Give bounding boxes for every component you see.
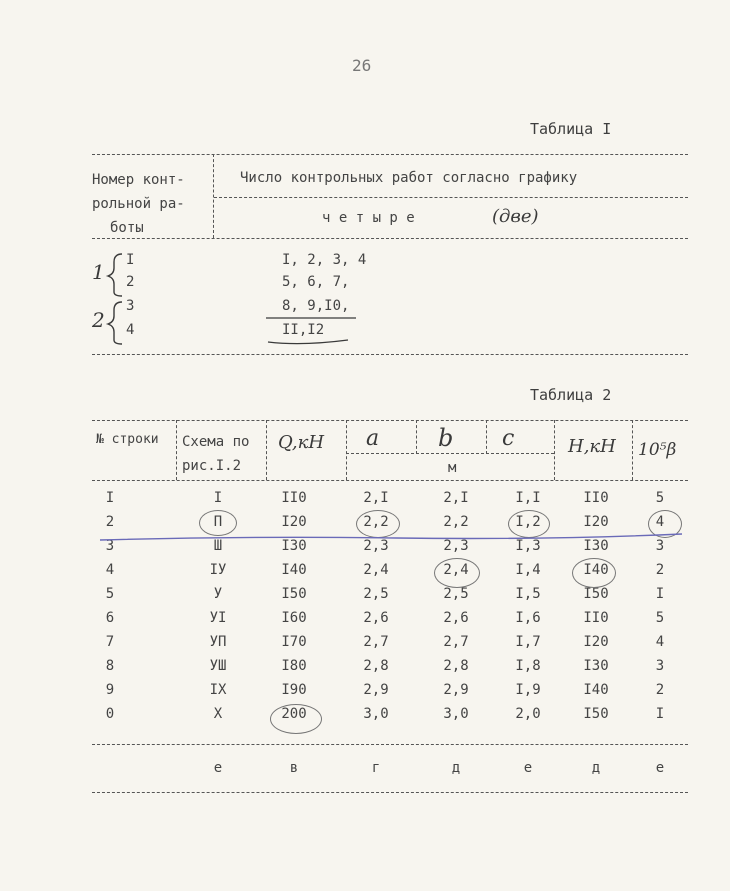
table2-header-beta: 10⁵β — [638, 440, 677, 460]
table2-cell: 3 — [655, 658, 665, 674]
table2-cell: 200 — [281, 706, 307, 722]
table2-col-divider — [346, 420, 347, 480]
table1-header-right-bottom: ч е т ы р е — [322, 210, 415, 226]
table2-cell: 2,2 — [363, 514, 389, 530]
table2-cell: 3,0 — [443, 706, 469, 722]
table1-row-num: I — [126, 252, 135, 268]
table1-row-works: II,I2 — [282, 322, 325, 338]
table2-cell: 2,5 — [363, 586, 389, 602]
table2-cell: I20 — [583, 634, 609, 650]
table2-cell: I30 — [583, 538, 609, 554]
table1-row-works: 8, 9,I0, — [282, 298, 350, 314]
table1-header-bottom-rule — [92, 238, 688, 239]
table2-cell: II0 — [583, 490, 609, 506]
table2-footer-cell: д — [591, 760, 601, 776]
table2-footer-cell: е — [655, 760, 665, 776]
table2-cell: Ш — [213, 538, 223, 554]
table1-row-num: 4 — [126, 322, 135, 338]
table2-cell: УI — [209, 610, 227, 626]
table2-footer-cell: е — [523, 760, 533, 776]
table2-header-scheme-line2: рис.I.2 — [182, 458, 242, 474]
table1-bottom-rule — [92, 354, 688, 355]
table2-cell: 2,6 — [443, 610, 469, 626]
table2-col-divider — [554, 420, 555, 480]
table2-cell: У — [213, 586, 223, 602]
table1-header-left-line3: боты — [110, 220, 144, 236]
table2-cell: X — [213, 706, 223, 722]
table2-header-h: H,кН — [568, 436, 616, 457]
table2-cell: I50 — [281, 586, 307, 602]
table2-cell: I80 — [281, 658, 307, 674]
table2-cell: 2,9 — [443, 682, 469, 698]
table2-top-rule — [92, 420, 688, 421]
table2-header-c: c — [502, 426, 515, 451]
handwritten-underlines — [262, 312, 362, 348]
table2-cell: I60 — [281, 610, 307, 626]
table1-header-left-line1: Номер конт- — [92, 172, 185, 188]
table1-row-works: I, 2, 3, 4 — [282, 252, 367, 268]
table2-cell: 4 — [655, 514, 665, 530]
table2-footer-cell: г — [371, 760, 381, 776]
table2-cell: I,7 — [515, 634, 541, 650]
table2-cell: I,6 — [515, 610, 541, 626]
table2-cell: 9 — [105, 682, 115, 698]
table2-cell: 4 — [655, 634, 665, 650]
table2-cell: 7 — [105, 634, 115, 650]
table2-cell: I40 — [583, 682, 609, 698]
table2-cell: 2,7 — [363, 634, 389, 650]
table2-cell: 2,I — [443, 490, 469, 506]
table2-col-divider — [486, 420, 487, 454]
table2-cell: I50 — [583, 586, 609, 602]
table2-cell: 2,0 — [515, 706, 541, 722]
table2-unit-rule — [346, 453, 554, 454]
table2-header-row: № строки — [96, 432, 159, 447]
table1-header-left-line2: рольной ра- — [92, 196, 185, 212]
table2-cell: I,8 — [515, 658, 541, 674]
table2-cell: II0 — [281, 490, 307, 506]
table2-cell: 2,4 — [363, 562, 389, 578]
table2-title: Таблица 2 — [530, 386, 612, 404]
table1-row-num: 2 — [126, 274, 135, 290]
pencil-circle-mark — [434, 558, 480, 588]
table2-cell: I,4 — [515, 562, 541, 578]
table2-footer-cell: е — [213, 760, 223, 776]
table2-cell: 2,7 — [443, 634, 469, 650]
page-number: 26 — [352, 56, 372, 75]
table2-cell: IУ — [209, 562, 227, 578]
table2-cell: I,2 — [515, 514, 541, 530]
table2-cell: I,I — [515, 490, 541, 506]
table2-cell: 3 — [655, 538, 665, 554]
table2-col-divider — [266, 420, 267, 480]
table2-cell: 2,6 — [363, 610, 389, 626]
handwritten-note-dve: (две) — [492, 206, 539, 227]
table2-header-b: b — [438, 424, 454, 452]
table2-cell: I30 — [583, 658, 609, 674]
table2-cell: 8 — [105, 658, 115, 674]
table2-cell: 2,8 — [443, 658, 469, 674]
table2-cell: П — [213, 514, 223, 530]
pencil-circle-mark — [572, 558, 616, 588]
table2-cell: 2,8 — [363, 658, 389, 674]
table2-header-bottom-rule — [92, 480, 688, 481]
table2-cell: 2,3 — [443, 538, 469, 554]
table2-cell: I40 — [583, 562, 609, 578]
table1-top-rule — [92, 154, 688, 155]
table2-cell: I — [105, 490, 115, 506]
table2-header-scheme-line1: Схема по — [182, 434, 250, 450]
handwritten-group-1: 1 — [92, 260, 105, 284]
table2-cell: 2 — [655, 562, 665, 578]
table1-header-mid-rule — [214, 197, 688, 198]
table2-cell: 2,I — [363, 490, 389, 506]
table2-cell: I30 — [281, 538, 307, 554]
table2-cell: I50 — [583, 706, 609, 722]
table2-cell: 2,5 — [443, 586, 469, 602]
table2-cell: 2,3 — [363, 538, 389, 554]
table2-cell: 6 — [105, 610, 115, 626]
table2-cell: 3 — [105, 538, 115, 554]
pencil-circle-mark — [270, 704, 322, 734]
table2-cell: I — [213, 490, 223, 506]
table2-cell: 4 — [105, 562, 115, 578]
table1-header-divider — [213, 154, 214, 238]
table2-cell: I40 — [281, 562, 307, 578]
table2-cell: I70 — [281, 634, 307, 650]
table2-cell: УП — [209, 634, 227, 650]
blue-pen-underline — [96, 526, 686, 550]
table2-footer-cell: д — [451, 760, 461, 776]
table2-cell: 5 — [655, 610, 665, 626]
table2-cell: II0 — [583, 610, 609, 626]
table2-cell: 3,0 — [363, 706, 389, 722]
table2-cell: I,5 — [515, 586, 541, 602]
table2-footer-rule — [92, 792, 688, 793]
handwritten-braces — [104, 250, 126, 350]
table2-cell: 0 — [105, 706, 115, 722]
table2-cell: УШ — [209, 658, 227, 674]
handwritten-group-2: 2 — [92, 308, 105, 332]
table2-cell: I,9 — [515, 682, 541, 698]
table2-cell: 5 — [655, 490, 665, 506]
table2-cell: I20 — [583, 514, 609, 530]
table2-cell: I — [655, 586, 665, 602]
table2-cell: 2 — [655, 682, 665, 698]
table2-body-bottom-rule — [92, 744, 688, 745]
table2-header-a: a — [366, 426, 380, 451]
table2-header-q: Q,кН — [278, 432, 325, 453]
table2-cell: IX — [209, 682, 227, 698]
table2-col-divider — [632, 420, 633, 480]
table2-col-divider — [416, 420, 417, 454]
table2-cell: I90 — [281, 682, 307, 698]
table2-cell: 2 — [105, 514, 115, 530]
table2-cell: 5 — [105, 586, 115, 602]
table2-cell: I,3 — [515, 538, 541, 554]
table1-title: Таблица I — [530, 120, 612, 138]
table2-cell: I20 — [281, 514, 307, 530]
table1-row-works: 5, 6, 7, — [282, 274, 350, 290]
table2-cell: 2,2 — [443, 514, 469, 530]
table2-footer-cell: в — [289, 760, 299, 776]
table2-header-unit-m: м — [448, 460, 457, 476]
table2-col-divider — [176, 420, 177, 480]
table2-cell: I — [655, 706, 665, 722]
table2-cell: 2,9 — [363, 682, 389, 698]
table1-header-right-top: Число контрольных работ согласно графику — [240, 170, 578, 186]
table1-row-num: 3 — [126, 298, 135, 314]
table2-cell: 2,4 — [443, 562, 469, 578]
